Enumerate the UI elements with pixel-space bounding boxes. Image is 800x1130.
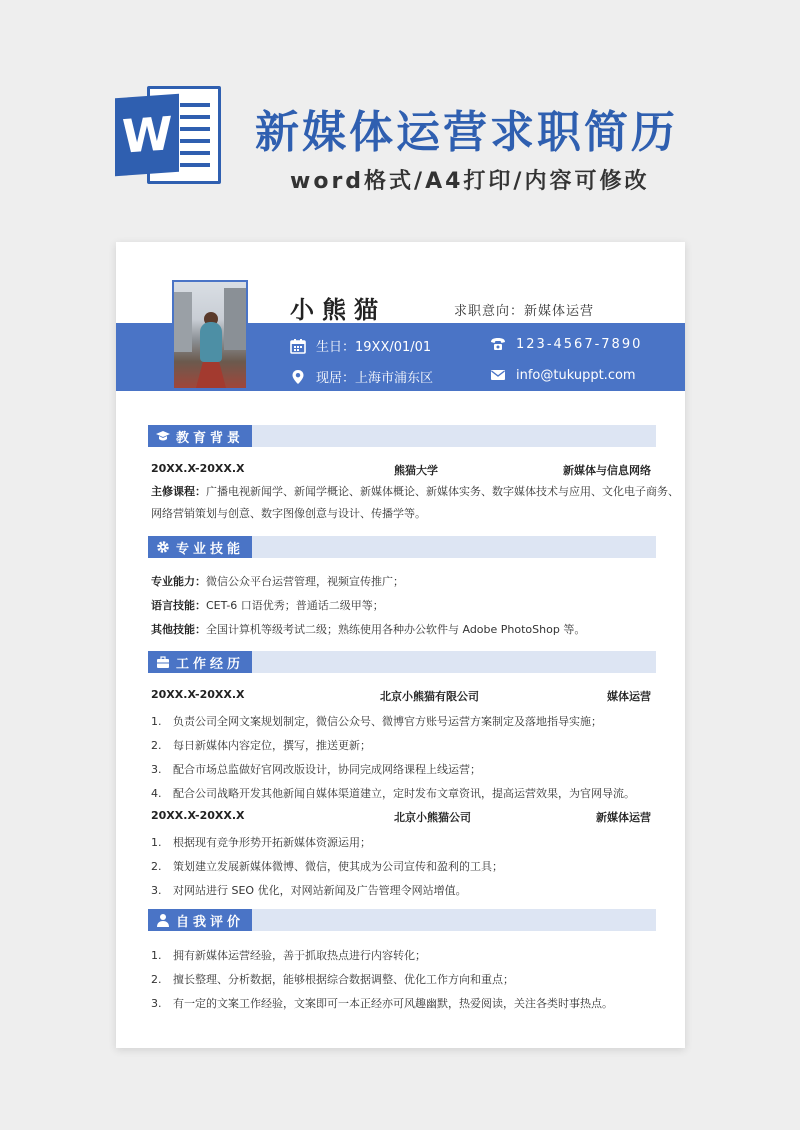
education-courses bbox=[151, 481, 679, 525]
course-line-2: 网络营销策划与创意、数字图像创意与设计、传播学等。 bbox=[151, 507, 426, 520]
user-icon bbox=[156, 913, 170, 927]
education-period: 20XX.X-20XX.X bbox=[151, 462, 245, 475]
sub-title: word格式/A4打印/内容可修改 bbox=[290, 169, 650, 194]
job-intent bbox=[454, 300, 594, 319]
birth-info bbox=[290, 336, 431, 355]
email-text[interactable]: info@tukuppt.com bbox=[516, 367, 636, 383]
course-line-1: 广播电视新闻学、新闻学概论、新媒体概论、新媒体实务、数字媒体技术与应用、文化电子商务、 bbox=[206, 485, 679, 498]
list-item: 2. 擅长整理、分析数据，能够根据综合数据调整、优化工作方向和重点； bbox=[151, 973, 514, 986]
list-item: 2. 每日新媒体内容定位，撰写，推送更新； bbox=[151, 739, 371, 752]
job-intent-value: 新媒体运营 bbox=[524, 304, 595, 319]
main-title: 新媒体运营求职简历 bbox=[255, 107, 678, 158]
email-info bbox=[490, 367, 636, 383]
birth-text: 生日：19XX/01/01 bbox=[316, 340, 432, 355]
mail-icon bbox=[490, 367, 506, 383]
briefcase-icon bbox=[156, 655, 170, 669]
section-work-header: 工作经历 bbox=[148, 651, 252, 673]
location-pin-icon bbox=[290, 369, 306, 385]
list-item: 1. 负责公司全网文案规划制定，微信公众号、微博官方账号运营方案制定及落地指导实施； bbox=[151, 715, 602, 728]
section-education-header: 教育背景 bbox=[148, 425, 252, 447]
phone-icon bbox=[490, 336, 506, 352]
candidate-name: 小熊猫 bbox=[290, 296, 386, 324]
profile-photo bbox=[172, 280, 248, 390]
phone-text[interactable]: 123-4567-7890 bbox=[516, 336, 643, 352]
list-item: 4. 配合公司战略开发其他新闻自媒体渠道建立，定时发布文章资讯，提高运营效果，为官网导流。 bbox=[151, 787, 635, 800]
section-education bbox=[148, 425, 656, 447]
job-intent-label: 求职意向： bbox=[454, 304, 525, 319]
skill-item: 专业能力：微信公众平台运营管理，视频宣传推广； bbox=[151, 575, 404, 588]
list-item: 1. 根据现有竞争形势开拓新媒体资源运用； bbox=[151, 836, 371, 849]
gear-icon bbox=[156, 540, 170, 554]
resume-paper: 小熊猫 求职意向：新媒体运营 生日：19XX/01/01 现居：上海市浦东区 123-4567-7890 info@tukuppt.com 教育背景 20XX.X-20XX.X 熊猫大学 新媒体与信息网络 主修课程：广播电视新闻学、新闻学概论、新媒体概论、新媒体实务、数字媒体技术与应用、文化电子商务、 网络营销策划与创意、数字图像创意与设计、传播学等。 专业技能 专业能力：微信公众平台运营管理，视频宣传推广； 语言技能：CET-6 口语优秀；普通话二级甲等； 其他技能：全国计算机等级考试二级；熟练使用各种办公软件与 Adobe PhotoShop 等。 工作经历 20XX.X-20XX.X 北京小熊猫有限公司 媒体运营 1. 负责公司全网文案规划制定，微信公众号、微博官方账号运营方案制定及落地指导实施； 2. 每日新媒体内容定位，撰写，推送更新； 3. 配合市场总监做好官网改版设计，协同完成网络课程上线运营； 4. 配合公司战略开发其他新闻自媒体渠道建立，定时发布文章资讯，提高运营效果，为官网导流。 20XX.X-20XX.X 北京小熊猫公司 新媒体运营 1. 根据现有竞争形势开拓新媒体资源运用； 2. 策划建立发展新媒体微博、微信，使其成为公司宣传和盈利的工具； 3. 对网站进行 SEO 优化，对网站新闻及广告管理令网站增值。 自我评价 1. 拥有新媒体运营经验，善于抓取热点进行内容转化； 2. 擅长整理、分析数据，能够根据综合数据调整、优化工作方向和重点； 3. 有一定的文案工作经验，文案即可一本正经亦可风趣幽默，热爱阅读，关注各类时事热点。 bbox=[116, 242, 685, 1048]
skill-item: 其他技能：全国计算机等级考试二级；熟练使用各种办公软件与 Adobe PhotoShop 等。 bbox=[151, 623, 586, 636]
word-logo-icon bbox=[115, 80, 225, 190]
section-skills-header: 专业技能 bbox=[148, 536, 252, 558]
list-item: 3. 对网站进行 SEO 优化，对网站新闻及广告管理令网站增值。 bbox=[151, 884, 467, 897]
section-self-eval-header: 自我评价 bbox=[148, 909, 252, 931]
section-self-eval bbox=[148, 909, 656, 931]
education-school: 熊猫大学 bbox=[394, 464, 438, 477]
section-work bbox=[148, 651, 656, 673]
skill-item: 语言技能：CET-6 口语优秀；普通话二级甲等； bbox=[151, 599, 384, 612]
list-item: 1. 拥有新媒体运营经验，善于抓取热点进行内容转化； bbox=[151, 949, 426, 962]
section-skills bbox=[148, 536, 656, 558]
graduation-cap-icon bbox=[156, 429, 170, 443]
phone-info bbox=[490, 336, 642, 352]
course-label: 主修课程： bbox=[151, 485, 206, 498]
word-badge: W bbox=[115, 94, 179, 176]
list-item: 2. 策划建立发展新媒体微博、微信，使其成为公司宣传和盈利的工具； bbox=[151, 860, 503, 873]
location-text: 现居：上海市浦东区 bbox=[316, 371, 434, 386]
calendar-icon bbox=[290, 338, 306, 354]
list-item: 3. 配合市场总监做好官网改版设计，协同完成网络课程上线运营； bbox=[151, 763, 481, 776]
education-major: 新媒体与信息网络 bbox=[563, 464, 651, 477]
list-item: 3. 有一定的文案工作经验，文案即可一本正经亦可风趣幽默，热爱阅读，关注各类时事热点。 bbox=[151, 997, 613, 1010]
location-info bbox=[290, 367, 433, 386]
